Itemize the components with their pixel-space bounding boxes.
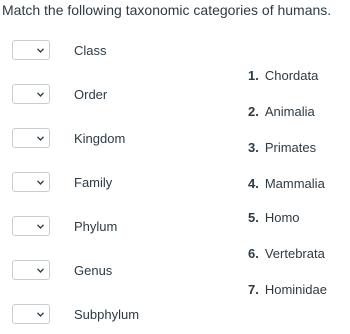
term-row-kingdom	[12, 127, 125, 149]
answer-item	[248, 282, 327, 298]
match-select-order[interactable]	[12, 84, 50, 104]
term-label: Family	[74, 174, 113, 190]
answer-item	[248, 140, 316, 156]
answer-label: Vertebrata	[264, 246, 325, 261]
term-label: Class	[74, 42, 107, 58]
match-select-subphylum[interactable]	[12, 304, 50, 324]
term-row-subphylum	[12, 303, 139, 325]
term-row-class	[12, 39, 107, 61]
answer-item	[248, 68, 318, 84]
answer-number: 2.	[248, 104, 259, 119]
match-select-genus[interactable]	[12, 260, 50, 280]
term-label: Kingdom	[74, 130, 126, 146]
answer-item	[248, 176, 325, 192]
chevron-down-icon	[37, 92, 44, 97]
answer-label: Homo	[264, 210, 300, 225]
answer-item	[248, 210, 300, 226]
match-select-kingdom[interactable]	[12, 128, 50, 148]
answer-label: Hominidae	[264, 282, 327, 297]
term-row-phylum	[12, 215, 117, 237]
chevron-down-icon	[37, 136, 44, 141]
answer-number: 5.	[248, 210, 259, 225]
match-select-family[interactable]	[12, 172, 50, 192]
term-row-family	[12, 171, 112, 193]
answer-label: Chordata	[264, 68, 319, 83]
answer-label: Animalia	[264, 104, 315, 119]
answer-label: Primates	[264, 140, 317, 155]
answer-number: 4.	[248, 176, 259, 191]
chevron-down-icon	[37, 312, 44, 317]
answer-number: 7.	[248, 282, 259, 297]
question-prompt: Match the following taxonomic categories of humans.	[2, 2, 332, 18]
chevron-down-icon	[37, 268, 44, 273]
answer-item	[248, 246, 325, 262]
term-row-genus	[12, 259, 112, 281]
answer-number: 3.	[248, 140, 259, 155]
match-select-class[interactable]	[12, 40, 50, 60]
term-label: Genus	[74, 262, 113, 278]
chevron-down-icon	[37, 180, 44, 185]
answer-item	[248, 104, 315, 120]
answer-number: 1.	[248, 68, 259, 83]
answer-label: Mammalia	[264, 176, 325, 191]
term-row-order	[12, 83, 107, 105]
answer-number: 6.	[248, 246, 259, 261]
chevron-down-icon	[37, 224, 44, 229]
match-select-phylum[interactable]	[12, 216, 50, 236]
term-label: Order	[74, 86, 108, 102]
term-label: Phylum	[74, 218, 118, 234]
chevron-down-icon	[37, 48, 44, 53]
term-label: Subphylum	[74, 306, 140, 322]
